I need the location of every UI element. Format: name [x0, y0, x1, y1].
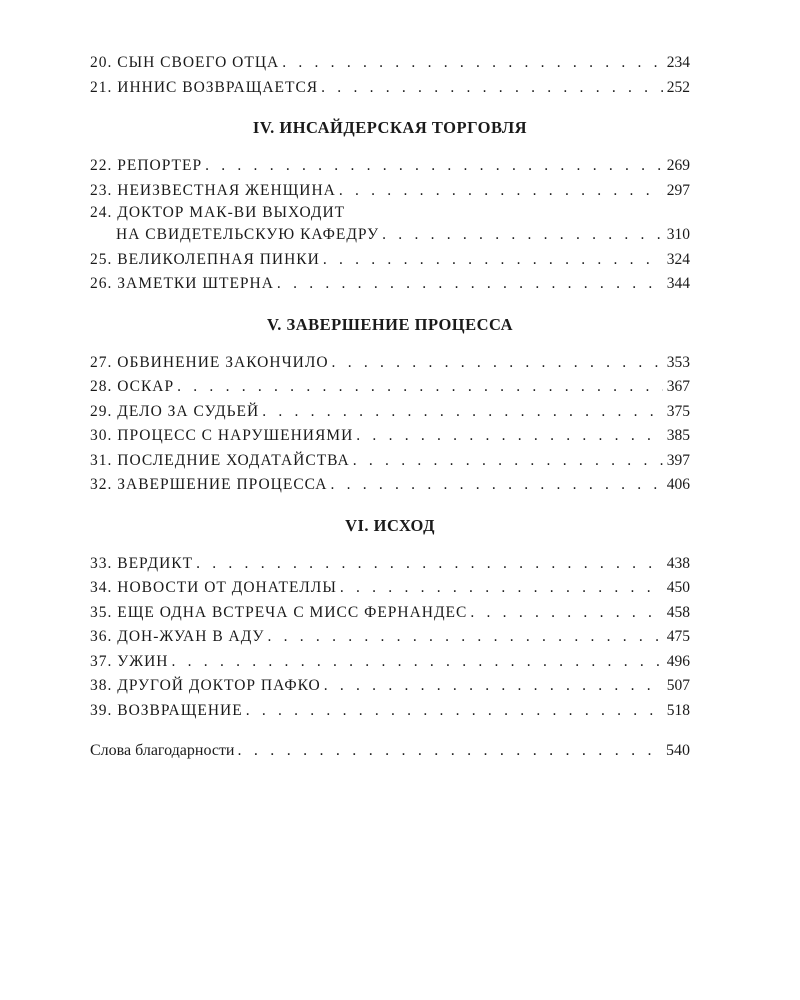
entry-page-number: 458 — [666, 603, 690, 621]
entry-title: 38. ДРУГОЙ ДОКТОР ПАФКО — [90, 677, 321, 694]
entry-title: 35. ЕЩЕ ОДНА ВСТРЕЧА С МИСС ФЕРНАНДЕС — [90, 603, 468, 621]
entry-title: 21. ИННИС ВОЗВРАЩАЕТСЯ — [90, 78, 319, 96]
dot-leader — [467, 601, 662, 626]
toc-entry-20[interactable] — [90, 51, 690, 76]
entry-page-number: 450 — [666, 579, 690, 596]
dot-leader — [193, 552, 663, 577]
entry-page-number: 518 — [666, 701, 690, 719]
dot-leader — [321, 674, 663, 699]
entry-title: 36. ДОН-ЖУАН В АДУ — [90, 628, 265, 645]
toc-entry-28[interactable] — [90, 375, 690, 400]
entry-page-number: 540 — [666, 742, 690, 759]
entry-title: 23. НЕИЗВЕСТНАЯ ЖЕНЩИНА — [90, 181, 336, 199]
entry-page-number: 507 — [666, 677, 690, 694]
entry-title: 31. ПОСЛЕДНИЕ ХОДАТАЙСТВА — [90, 451, 350, 469]
dot-leader — [264, 625, 662, 650]
dot-leader — [259, 400, 663, 425]
toc-entry-23[interactable] — [90, 179, 690, 204]
entry-title: 33. ВЕРДИКТ — [90, 554, 194, 572]
dot-leader — [379, 223, 663, 248]
toc-entry-34[interactable] — [90, 576, 690, 601]
entry-page-number: 438 — [666, 554, 690, 572]
dot-leader — [329, 351, 663, 376]
dot-leader — [318, 76, 663, 101]
dot-leader — [235, 739, 663, 764]
entry-title: 26. ЗАМЕТКИ ШТЕРНА — [90, 275, 274, 292]
entry-page-number: 397 — [666, 451, 690, 469]
entry-title: 28. ОСКАР — [90, 378, 175, 395]
dot-leader — [336, 179, 663, 204]
dot-leader — [279, 51, 663, 76]
entry-title: 27. ОБВИНЕНИЕ ЗАКОНЧИЛО — [90, 353, 329, 371]
entry-title: 22. РЕПОРТЕР — [90, 157, 203, 174]
spacer — [90, 723, 690, 739]
dot-leader — [169, 650, 663, 675]
entry-page-number: 310 — [666, 226, 690, 243]
toc-entry-30[interactable] — [90, 424, 690, 449]
entry-page-number: 367 — [666, 378, 690, 395]
dot-leader — [337, 576, 663, 601]
toc-entry-39[interactable] — [90, 699, 690, 724]
entry-page-number: 234 — [666, 54, 690, 71]
toc-entry-25[interactable] — [90, 248, 690, 273]
toc-entry-33[interactable] — [90, 552, 690, 577]
dot-leader — [327, 473, 662, 498]
entry-page-number: 385 — [666, 427, 690, 444]
part-heading-5: V. ЗАВЕРШЕНИЕ ПРОЦЕССА — [266, 314, 514, 334]
dot-leader — [274, 272, 663, 297]
entry-page-number: 353 — [666, 353, 690, 371]
entry-title: 39. ВОЗВРАЩЕНИЕ — [90, 701, 243, 719]
toc-entry-24-line1[interactable]: 24. ДОКТОР МАК-ВИ ВЫХОДИТ — [90, 204, 346, 221]
entry-title: 25. ВЕЛИКОЛЕПНАЯ ПИНКИ — [90, 250, 320, 268]
entry-page-number: 324 — [666, 250, 690, 268]
entry-page-number: 475 — [666, 628, 690, 645]
entry-page-number: 252 — [666, 78, 690, 96]
toc-entry-22[interactable] — [90, 154, 690, 179]
entry-title: 37. УЖИН — [90, 652, 169, 670]
entry-page-number: 375 — [666, 402, 690, 420]
entry-title-continued: НА СВИДЕТЕЛЬСКУЮ КАФЕДРУ — [116, 226, 380, 243]
toc-entry-31[interactable] — [90, 449, 690, 474]
entry-page-number: 297 — [666, 181, 690, 199]
entry-page-number: 496 — [666, 652, 690, 670]
toc-entry-35[interactable] — [90, 601, 690, 626]
toc-entry-21[interactable] — [90, 76, 690, 101]
table-of-contents — [90, 51, 690, 764]
toc-entry-38[interactable] — [90, 674, 690, 699]
part-heading-4: IV. ИНСАЙДЕРСКАЯ ТОРГОВЛЯ — [252, 118, 528, 137]
dot-leader — [202, 154, 663, 179]
entry-title: 20. СЫН СВОЕГО ОТЦА — [90, 54, 280, 71]
toc-entry-26[interactable] — [90, 272, 690, 297]
dot-leader — [353, 424, 662, 449]
dot-leader — [174, 375, 663, 400]
toc-entry-24[interactable] — [90, 223, 690, 248]
entry-title: 29. ДЕЛО ЗА СУДЬЕЙ — [90, 402, 260, 420]
dot-leader — [320, 248, 663, 273]
toc-entry-36[interactable] — [90, 625, 690, 650]
entry-title: 32. ЗАВЕРШЕНИЕ ПРОЦЕССА — [90, 476, 328, 493]
entry-title: 34. НОВОСТИ ОТ ДОНАТЕЛЛЫ — [90, 579, 337, 596]
dot-leader — [243, 699, 663, 724]
dot-leader — [350, 449, 663, 474]
entry-title: 30. ПРОЦЕСС С НАРУШЕНИЯМИ — [90, 427, 354, 444]
toc-entry-29[interactable] — [90, 400, 690, 425]
toc-entry-acknowledgments[interactable] — [90, 739, 690, 764]
part-heading-6: VI. ИСХОД — [345, 515, 435, 535]
entry-page-number: 406 — [666, 476, 690, 493]
entry-title: Слова благодарности — [90, 742, 235, 759]
entry-page-number: 344 — [666, 275, 690, 292]
toc-entry-27[interactable] — [90, 351, 690, 376]
entry-page-number: 269 — [666, 157, 690, 174]
toc-entry-37[interactable] — [90, 650, 690, 675]
toc-entry-32[interactable] — [90, 473, 690, 498]
